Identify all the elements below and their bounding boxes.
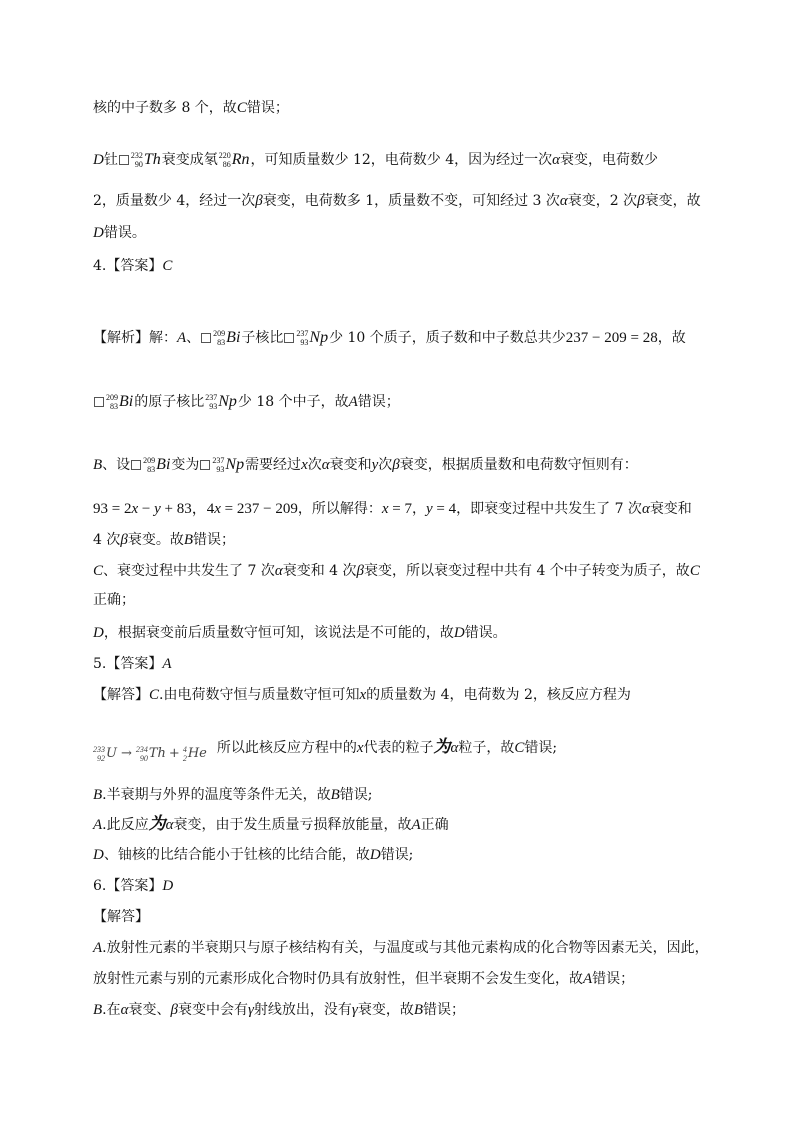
nuclide-th [119, 150, 161, 170]
text: .此反应 [102, 817, 149, 833]
mass-number: 209 [213, 329, 226, 338]
text: 【解答】 [93, 687, 149, 703]
text: 次 [307, 457, 322, 473]
equation: = 237 − 209 [220, 501, 298, 517]
var: B [93, 457, 103, 473]
text: 、设 [102, 457, 131, 473]
text: 衰变中会有 [177, 1002, 248, 1018]
mass-number: 237 [205, 393, 218, 402]
missing-glyph-icon [119, 155, 129, 165]
var: β [637, 193, 645, 209]
text: 子核比 [241, 330, 284, 346]
text-line [93, 223, 720, 243]
text: 【解析】解： [93, 330, 177, 346]
mass-number: 237 [296, 329, 309, 338]
var: α [274, 563, 283, 579]
var: x [214, 501, 221, 517]
equation: = 4 [432, 501, 457, 517]
nuclide-np [200, 455, 244, 475]
atomic-number: 86 [222, 160, 231, 169]
text: 射线放出，没有 [253, 1002, 352, 1018]
mass-number: 234 [135, 745, 148, 754]
answer: A [162, 656, 172, 672]
var: A [93, 817, 103, 833]
text: 5.【答案】 [93, 656, 163, 672]
equation: 93 = 2 [93, 501, 132, 517]
text-line [93, 561, 720, 581]
text: 粒子，故 [458, 740, 515, 756]
element-symbol: Rn [231, 151, 250, 168]
text: ， [411, 501, 426, 517]
text: 放射性元素与别的元素形成化合物时仍具有放射性，但半衰期不会发生变化，故 [93, 971, 583, 987]
answer-heading [93, 256, 720, 276]
mass-number: 209 [143, 456, 156, 465]
answer-heading [93, 654, 720, 674]
var: B [93, 787, 103, 803]
atomic-number: 83 [147, 465, 156, 474]
var: C [689, 563, 700, 579]
text-line [93, 530, 720, 550]
element-symbol: Np [218, 393, 237, 410]
text: 的质量数为 4，电荷数为 2，核反应方程为 [366, 687, 631, 703]
element-symbol: Th [143, 151, 161, 168]
text: 、衰变过程中共发生了 7 次 [103, 563, 275, 579]
var: B [93, 1002, 103, 1018]
text: 衰变，所以衰变过程中共有 4 个中子转变为质子，故 [364, 563, 690, 579]
text: ，所以解得： [297, 501, 382, 517]
text-line [93, 969, 720, 989]
text: 、铀核的比结合能小于钍核的比结合能，故 [103, 847, 370, 863]
text-line [93, 98, 720, 118]
text: 错误。 [464, 625, 507, 641]
element-symbol: Bi [156, 456, 171, 473]
text: 衰变，电荷数少 [560, 152, 659, 168]
text-line [93, 938, 720, 958]
var: α [165, 817, 174, 833]
text-line [93, 499, 720, 519]
var: α [120, 1002, 129, 1018]
equation: 237 − 209 = 28 [565, 330, 658, 346]
text: 衰变和 [649, 501, 692, 517]
text-line [93, 328, 720, 348]
text: 2，质量数少 4，经过一次 [93, 193, 256, 209]
text: 为 [148, 814, 166, 834]
var: γ [351, 1002, 358, 1018]
text: 正确； [93, 592, 135, 608]
var: x [359, 687, 367, 703]
nuclide-np [205, 392, 237, 412]
var: D [93, 152, 104, 168]
var: D [93, 225, 104, 241]
text: ，故 [657, 330, 686, 346]
answer: D [162, 878, 174, 894]
var: y [425, 501, 433, 517]
var: x [356, 740, 364, 756]
mass-number: 237 [212, 456, 225, 465]
text: 为 [433, 737, 451, 757]
text: 衰变和 4 次 [282, 563, 357, 579]
text: 衰变，由于发生质量亏损释放能量，故 [173, 817, 412, 833]
var: D [93, 625, 104, 641]
text: 错误; [380, 847, 414, 863]
var: D [369, 847, 381, 863]
text-line [93, 392, 720, 412]
arrow: → [120, 746, 132, 761]
mass-number: 232 [130, 151, 143, 160]
text: 钍 [103, 152, 118, 168]
element-symbol: He [187, 746, 207, 761]
text-line [93, 907, 720, 927]
text: 衰变，2 次 [567, 193, 638, 209]
var: α [559, 193, 568, 209]
var: B [330, 787, 340, 803]
text: 衰变和 [329, 457, 372, 473]
var: A [348, 394, 358, 410]
text: .由电荷数守恒与质量数守恒可知 [159, 687, 360, 703]
var: C [93, 563, 104, 579]
text-line [93, 623, 720, 643]
text: 需要经过 [245, 457, 302, 473]
text-line [93, 191, 720, 211]
atomic-number: 92 [97, 754, 105, 763]
missing-glyph-icon [131, 460, 141, 470]
var: α [321, 457, 330, 473]
atomic-number: 93 [216, 465, 225, 474]
var: C [514, 740, 525, 756]
nuclide-bi [201, 328, 240, 348]
text-line [93, 150, 720, 170]
text: 衰变、 [128, 1002, 171, 1018]
var: y [371, 457, 379, 473]
text: .放射性元素的半衰期只与原子核结构有关，与温度或与其他元素构成的化合物等因素无关，因此， [102, 940, 709, 956]
text: 衰变，根据质量数和电荷数守恒则有： [399, 457, 638, 473]
element-symbol: Bi [226, 329, 241, 346]
text: 次 [378, 457, 393, 473]
text: ，即衰变过程中共发生了 7 次 [456, 501, 642, 517]
text: ，根据衰变前后质量数守恒可知，该说法是不可能的，故 [103, 625, 454, 641]
text-line [93, 845, 720, 865]
mass-number: 209 [106, 393, 118, 402]
text: 少 10 个质子，质子数和中子数总共少 [329, 330, 566, 346]
text: 、 [186, 330, 201, 346]
text-line [93, 590, 720, 610]
var: B [183, 532, 194, 548]
text: 错误； [423, 1002, 465, 1018]
text: 【解答】 [93, 909, 149, 925]
var: A [93, 940, 103, 956]
mass-number: 4 [182, 745, 187, 754]
text: 少 18 个中子，故 [237, 394, 349, 410]
text: 所以此核反应方程中的 [216, 740, 357, 756]
var: α [552, 152, 561, 168]
var: D [93, 847, 104, 863]
text-line [93, 814, 720, 835]
var: A [411, 817, 421, 833]
element-symbol: Bi [119, 393, 134, 410]
text-line [93, 685, 720, 705]
equation: = 7 [388, 501, 412, 517]
reaction-equation [93, 744, 207, 764]
equation: − [138, 501, 155, 517]
text: 4.【答案】 [93, 258, 163, 274]
text: 6.【答案】 [93, 878, 163, 894]
atomic-number: 90 [139, 754, 148, 763]
text: .在 [102, 1002, 121, 1018]
missing-glyph-icon [284, 333, 294, 343]
missing-glyph-icon [201, 333, 211, 343]
text: 的原子核比 [134, 394, 205, 410]
atomic-number: 93 [209, 402, 218, 411]
text: .半衰期与外界的温度等条件无关，故 [102, 787, 331, 803]
text-line [93, 737, 720, 764]
atomic-number: 93 [300, 338, 309, 347]
var: C [236, 100, 247, 116]
atomic-number: 83 [110, 402, 118, 411]
mass-number: 233 [93, 745, 105, 754]
var: A [177, 330, 187, 346]
atomic-number: 83 [217, 338, 226, 347]
text: 错误； [246, 100, 289, 116]
var: γ [247, 1002, 254, 1018]
text: 错误; [524, 740, 558, 756]
var: β [120, 532, 128, 548]
var: C [149, 687, 160, 703]
var: A [583, 971, 593, 987]
text: 正确 [420, 817, 449, 833]
text-line [93, 455, 720, 475]
atomic-number: 2 [182, 754, 187, 763]
text: 错误; [339, 787, 373, 803]
nuclide-np [284, 328, 328, 348]
element-symbol: Np [309, 329, 329, 346]
var: y [154, 501, 161, 517]
var: β [255, 193, 263, 209]
var: D [453, 625, 465, 641]
var: B [413, 1002, 423, 1018]
text: 错误。 [103, 225, 146, 241]
text: 衰变。故 [127, 532, 184, 548]
answer: C [162, 258, 173, 274]
var: α [641, 501, 650, 517]
text: 核的中子数多 8 个，故 [93, 100, 237, 116]
var: α [450, 740, 459, 756]
equation: + 83，4 [160, 501, 215, 517]
var: x [131, 501, 139, 517]
missing-glyph-icon [200, 460, 210, 470]
nuclide-bi [131, 455, 170, 475]
atomic-number: 90 [134, 160, 143, 169]
mass-number: 220 [218, 151, 231, 160]
text: 衰变，故 [644, 193, 701, 209]
element-symbol: Np [225, 456, 245, 473]
var: β [356, 563, 364, 579]
element-symbol: Th [148, 746, 166, 761]
var: x [301, 457, 308, 473]
text: 变为 [171, 457, 200, 473]
nuclide-rn [219, 150, 250, 170]
nuclide-bi [94, 392, 133, 412]
text: 4 次 [93, 532, 121, 548]
var: x [381, 501, 389, 517]
plus-sign: + [168, 746, 180, 761]
text: 衰变，故 [357, 1002, 414, 1018]
var: β [170, 1002, 178, 1018]
text: 代表的粒子 [363, 740, 434, 756]
text: 衰变，电荷数多 1，质量数不变，可知经过 3 次 [262, 193, 560, 209]
missing-glyph-icon [94, 397, 104, 407]
var: β [392, 457, 400, 473]
text: 错误； [592, 971, 635, 987]
element-symbol: U [106, 746, 117, 761]
text-line [93, 785, 720, 805]
text: 衰变成氡 [161, 152, 218, 168]
text: 错误； [357, 394, 400, 410]
text: ，可知质量数少 12，电荷数少 4，因为经过一次 [250, 152, 553, 168]
text-line [93, 1000, 720, 1020]
text: 错误； [193, 532, 236, 548]
answer-heading [93, 876, 720, 896]
